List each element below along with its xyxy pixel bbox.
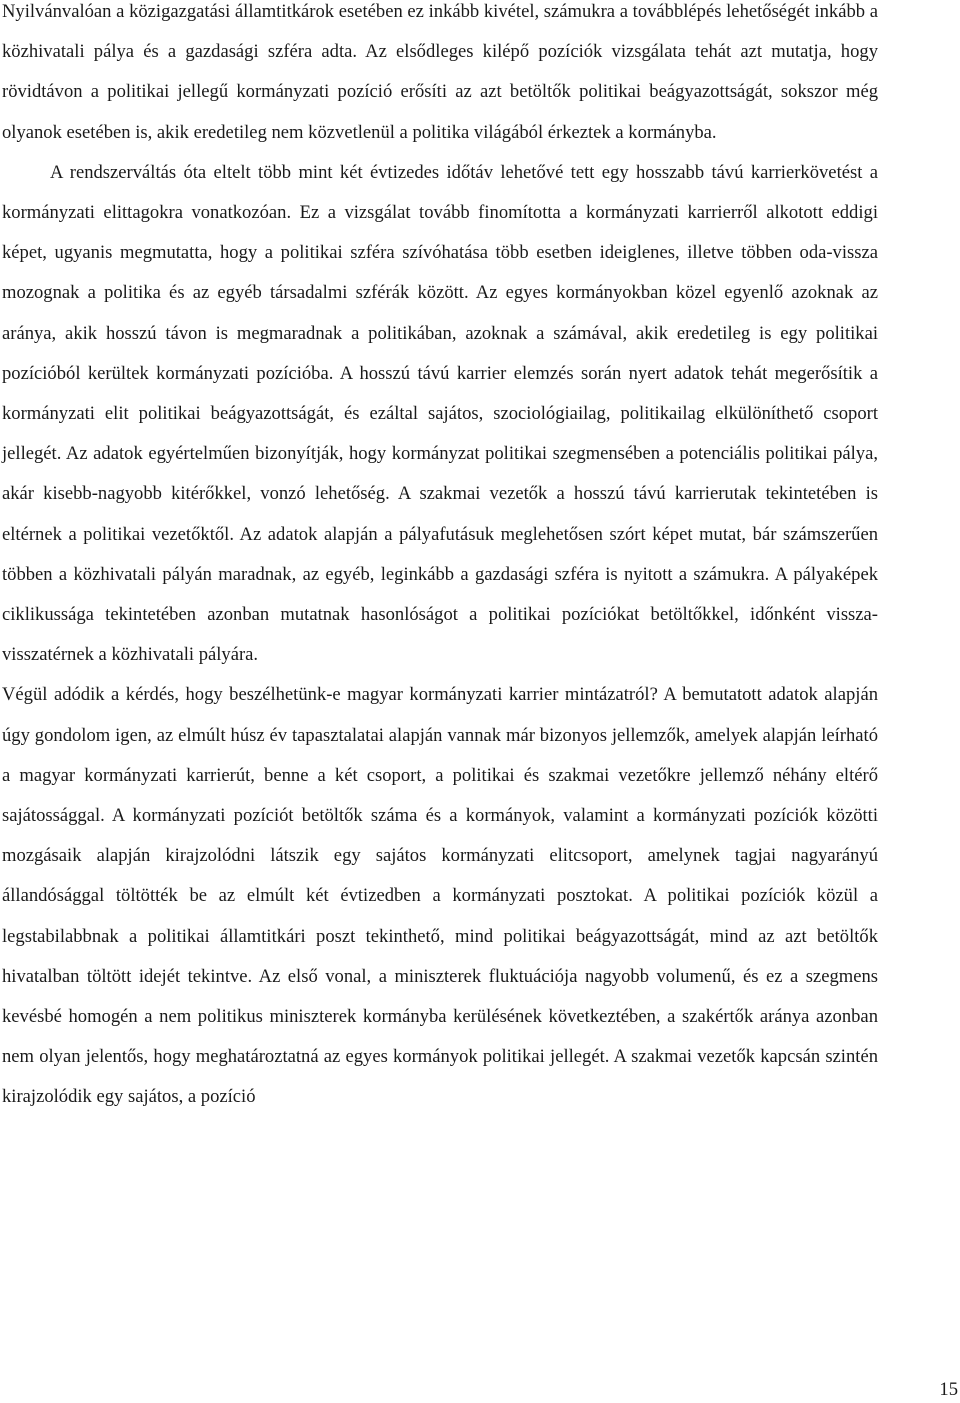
paragraph-1: Nyilvánvalóan a közigazgatási államtitkárok esetében ez inkább kivétel, számukra a továbblépés lehetőségét inkább a közhivatali pálya és a gazdasági szféra adta. Az elsődleges kilépő pozíciók vizsgálata tehát azt mutatja, hogy rövidtávon a politikai jellegű kormányzati pozíció erősíti az azt betöltők politikai beágyazottságát, sokszor még olyanok esetében is, akik eredetileg nem közvetlenül a politika világából érkeztek a kormányba. [2,1,878,143]
paragraph-2: A rendszerváltás óta eltelt több mint két évtizedes időtáv lehetővé tett egy hosszabb távú karrierkövetést a kormányzati elittagokra vonatkozóan. Ez a vizsgálat tovább finomította a kormányzati karrierről alkotott eddigi képet, ugyanis megmutatta, hogy a politikai szféra szívóhatása több esetben ideiglenes, illetve többen oda-vissza mozognak a politika és az egyéb társadalmi szférák között. Az egyes kormányokban közel egyenlő azoknak az aránya, akik hosszú távon is megmaradnak a politikában, azoknak a számával, akik eredetileg is egy politikai pozícióból kerültek kormányzati pozícióba. A hosszú távú karrier elemzés során nyert adatok tehát megerősítik a kormányzati elit politikai beágyazottságát, és ezáltal sajátos, szociológiailag, politikailag elkülöníthető csoport jellegét. Az adatok egyértelműen bizonyítják, hogy kormányzat politikai szegmensében a potenciális politikai pálya, akár kisebb-nagyobb kitérőkkel, vonzó lehetőség. A szakmai vezetők a hosszú távú karrierutak tekintetében is eltérnek a politikai vezetőktől. Az adatok alapján a pályafutásuk meglehetősen szórt képet mutat, bár számszerűen többen a közhivatali pályán maradnak, az egyéb, leginkább a gazdasági szféra is nyitott a számukra. A pályaképek ciklikussága tekintetében azonban mutatnak hasonlóságot a politikai pozíciókat betöltőkkel, időnként vissza-visszatérnek a közhivatali pályára. [2,161,878,666]
paragraph-3: Végül adódik a kérdés, hogy beszélhetünk-e magyar kormányzati karrier mintázatról? A bemutatott adatok alapján úgy gondolom igen, az elmúlt húsz év tapasztalatai alapján vannak már bizonyos jellemzők, amelyek alapján leírható a magyar kormányzati karrierút, benne a két csoport, a politikai és szakmai vezetőkre jellemző néhány eltérő sajátossággal. A kormányzati pozíciót betöltők száma és a kormányok, valamint a kormányzati pozíciók közötti mozgásaik alapján kirajzolódni látszik egy sajátos kormányzati elitcsoport, amelynek tagjai nagyarányú állandósággal töltötték be az elmúlt két évtizedben a kormányzati posztokat. A politikai pozíciók közül a legstabilabbnak a politikai államtitkári poszt tekinthető, mind politikai beágyazottságát, mind az azt betöltők hivatalban töltött idejét tekintve. Az első vonal, a miniszterek fluktuációja nagyobb volumenű, és ez a szegmens kevésbé homogén a nem politikus miniszterek kormányba kerülésének következtében, a szakértők aránya azonban nem olyan jelentős, hogy meghatároztatná az egyes kormányok politikai jellegét. A szakmai vezetők kapcsán szintén kirajzolódik egy sajátos, a pozíció [2,684,878,1108]
page-number: 15 [939,1379,958,1400]
body-text [2,0,878,1118]
